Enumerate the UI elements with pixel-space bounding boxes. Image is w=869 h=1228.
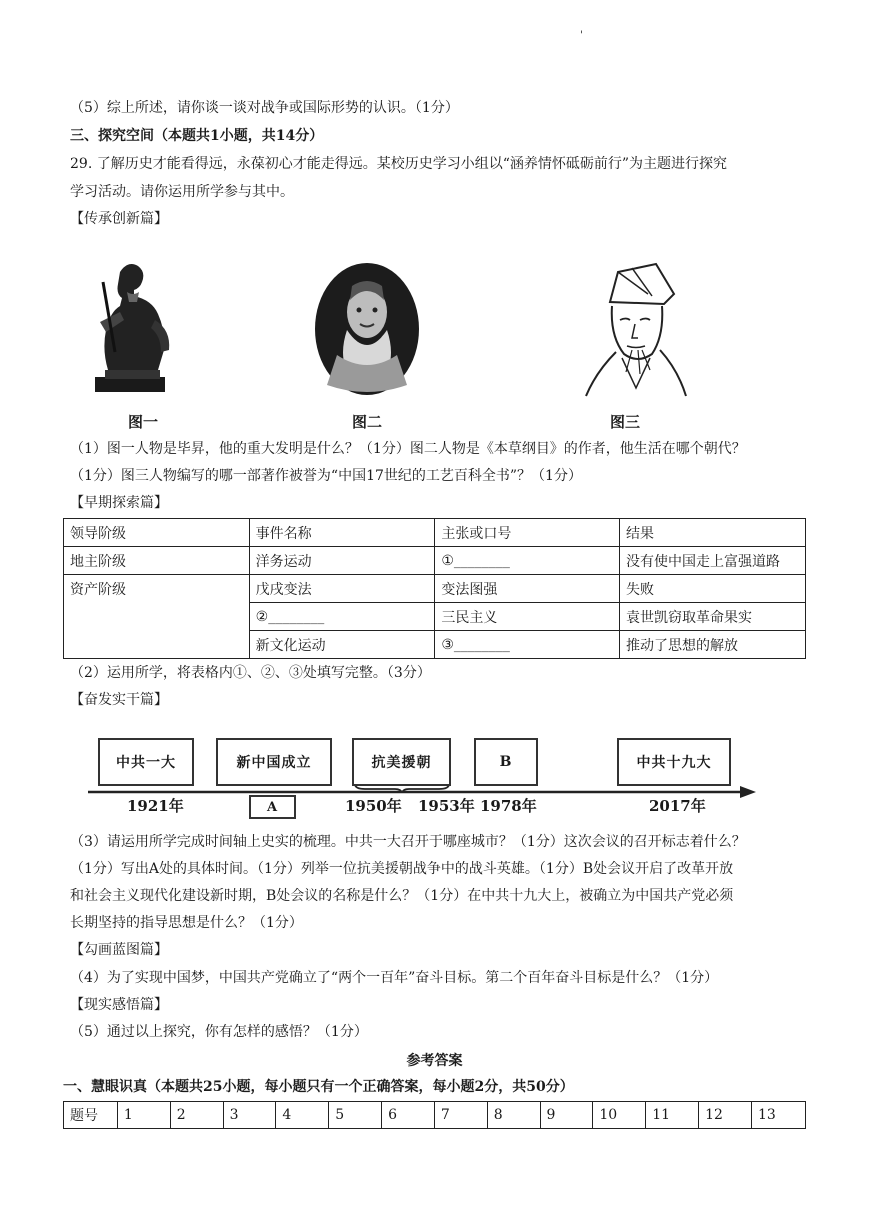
table-cell: 洋务运动: [249, 547, 435, 575]
table-cell: 推动了思想的解放: [620, 631, 806, 659]
q3-line3: 和社会主义现代化建设新时期，B处会议的名称是什么？（1分）在中共十九大上，被确立为中国共产党必须: [70, 888, 734, 904]
timeline-event-19th-congress: 中共十九大: [617, 738, 731, 786]
section3-title: 三、探究空间（本题共1小题，共14分）: [70, 128, 324, 144]
q4: （4）为了实现中国梦，中国共产党确立了“两个一百年”奋斗目标。第二个百年奋斗目标是什么？（1分）: [70, 970, 719, 986]
timeline-event-a: A: [249, 795, 296, 819]
table-cell: 变法图强: [435, 575, 620, 603]
early-exploration-table: [63, 518, 806, 659]
table-row: [64, 519, 806, 547]
table-header-cell: 事件名称: [249, 519, 435, 547]
table-cell: 2: [170, 1102, 223, 1129]
table-cell: 3: [223, 1102, 276, 1129]
part3-title: 【奋发实干篇】: [70, 692, 168, 708]
q29-intro-1: 29. 了解历史才能看得远，永葆初心才能走得远。某校历史学习小组以“涵养情怀砥砺前行”为主题进行探究: [70, 156, 728, 172]
table-row: [64, 1102, 806, 1129]
timeline-year-1953: 1953年: [418, 797, 475, 815]
table-cell: 三民主义: [435, 603, 620, 631]
table-cell: 4: [276, 1102, 329, 1129]
table-header-cell: 结果: [620, 519, 806, 547]
part4-title: 【勾画蓝图篇】: [70, 942, 168, 958]
table-cell: 新文化运动: [249, 631, 435, 659]
table-cell: 5: [329, 1102, 382, 1129]
table-cell: 戊戌变法: [249, 575, 435, 603]
table-cell: 12: [699, 1102, 752, 1129]
table-cell: ②________: [249, 603, 435, 631]
fig2-caption: 图二: [352, 413, 383, 431]
timeline-year-1978: 1978年: [480, 797, 537, 815]
q1-line1: （1）图一人物是毕昇，他的重大发明是什么？（1分）图二人物是《本草纲目》的作者，他生活在哪个朝代？: [70, 441, 746, 457]
q3-line4: 长期坚持的指导思想是什么？（1分）: [70, 915, 303, 931]
answer-title: 参考答案: [406, 1053, 463, 1069]
lishizhen-portrait-image: [312, 260, 422, 398]
table-cell: 袁世凯窃取革命果实: [620, 603, 806, 631]
answer-section1-title: 一、慧眼识真（本题共25小题，每小题只有一个正确答案，每小题2分，共50分）: [63, 1079, 574, 1095]
table-cell: 11: [646, 1102, 699, 1129]
table-header-cell: 主张或口号: [435, 519, 620, 547]
q5: （5）通过以上探究，你有怎样的感悟？（1分）: [70, 1024, 368, 1040]
table-cell: 资产阶级: [64, 575, 250, 659]
q3-line1: （3）请运用所学完成时间轴上史实的梳理。中共一大召开于哪座城市？（1分）这次会议的召开标志着什么？: [70, 834, 746, 850]
timeline-event-korean-war: 抗美援朝: [352, 738, 451, 786]
table-cell: 失败: [620, 575, 806, 603]
part5-title: 【现实感悟篇】: [70, 997, 168, 1013]
table-cell: 地主阶级: [64, 547, 250, 575]
table-cell: 1: [117, 1102, 170, 1129]
table-row: [64, 575, 806, 603]
table-cell: 13: [752, 1102, 806, 1129]
table-cell: 题号: [64, 1102, 118, 1129]
table-cell: 6: [382, 1102, 435, 1129]
q28-5: （5）综上所述，请你谈一谈对战争或国际形势的认识。（1分）: [70, 100, 459, 116]
fig3-caption: 图三: [610, 413, 641, 431]
table-cell: 没有使中国走上富强道路: [620, 547, 806, 575]
table-cell: ③________: [435, 631, 620, 659]
q3-line2: （1分）写出A处的具体时间。（1分）列举一位抗美援朝战争中的战斗英雄。（1分）B处会议开启了改革开放: [70, 861, 734, 877]
timeline-event-1st-congress: 中共一大: [98, 738, 194, 786]
q2: （2）运用所学，将表格内①、②、③处填写完整。（3分）: [70, 665, 431, 681]
q1-line2: （1分）图三人物编写的哪一部著作被誉为“中国17世纪的工艺百科全书”？（1分）: [70, 468, 582, 484]
songyingxing-drawing-image: [580, 262, 690, 402]
fig1-caption: 图一: [128, 413, 159, 431]
answer-table: [63, 1101, 806, 1129]
table-row: [64, 547, 806, 575]
q29-intro-2: 学习活动。请你运用所学参与其中。: [70, 184, 294, 200]
part2-title: 【早期探索篇】: [70, 495, 168, 511]
bisheng-statue-image: [85, 252, 190, 397]
table-cell: ①________: [435, 547, 620, 575]
part1-title: 【传承创新篇】: [70, 211, 168, 227]
page-dot: ': [580, 30, 583, 41]
timeline-event-prc-founding: 新中国成立: [216, 738, 332, 786]
timeline-year-2017: 2017年: [649, 797, 706, 815]
timeline-year-1950: 1950年: [345, 797, 402, 815]
timeline-year-1921: 1921年: [127, 797, 184, 815]
table-cell: 10: [593, 1102, 646, 1129]
table-cell: 8: [487, 1102, 540, 1129]
table-cell: 9: [540, 1102, 593, 1129]
table-cell: 7: [434, 1102, 487, 1129]
timeline-event-b: B: [474, 738, 538, 786]
table-header-cell: 领导阶级: [64, 519, 250, 547]
